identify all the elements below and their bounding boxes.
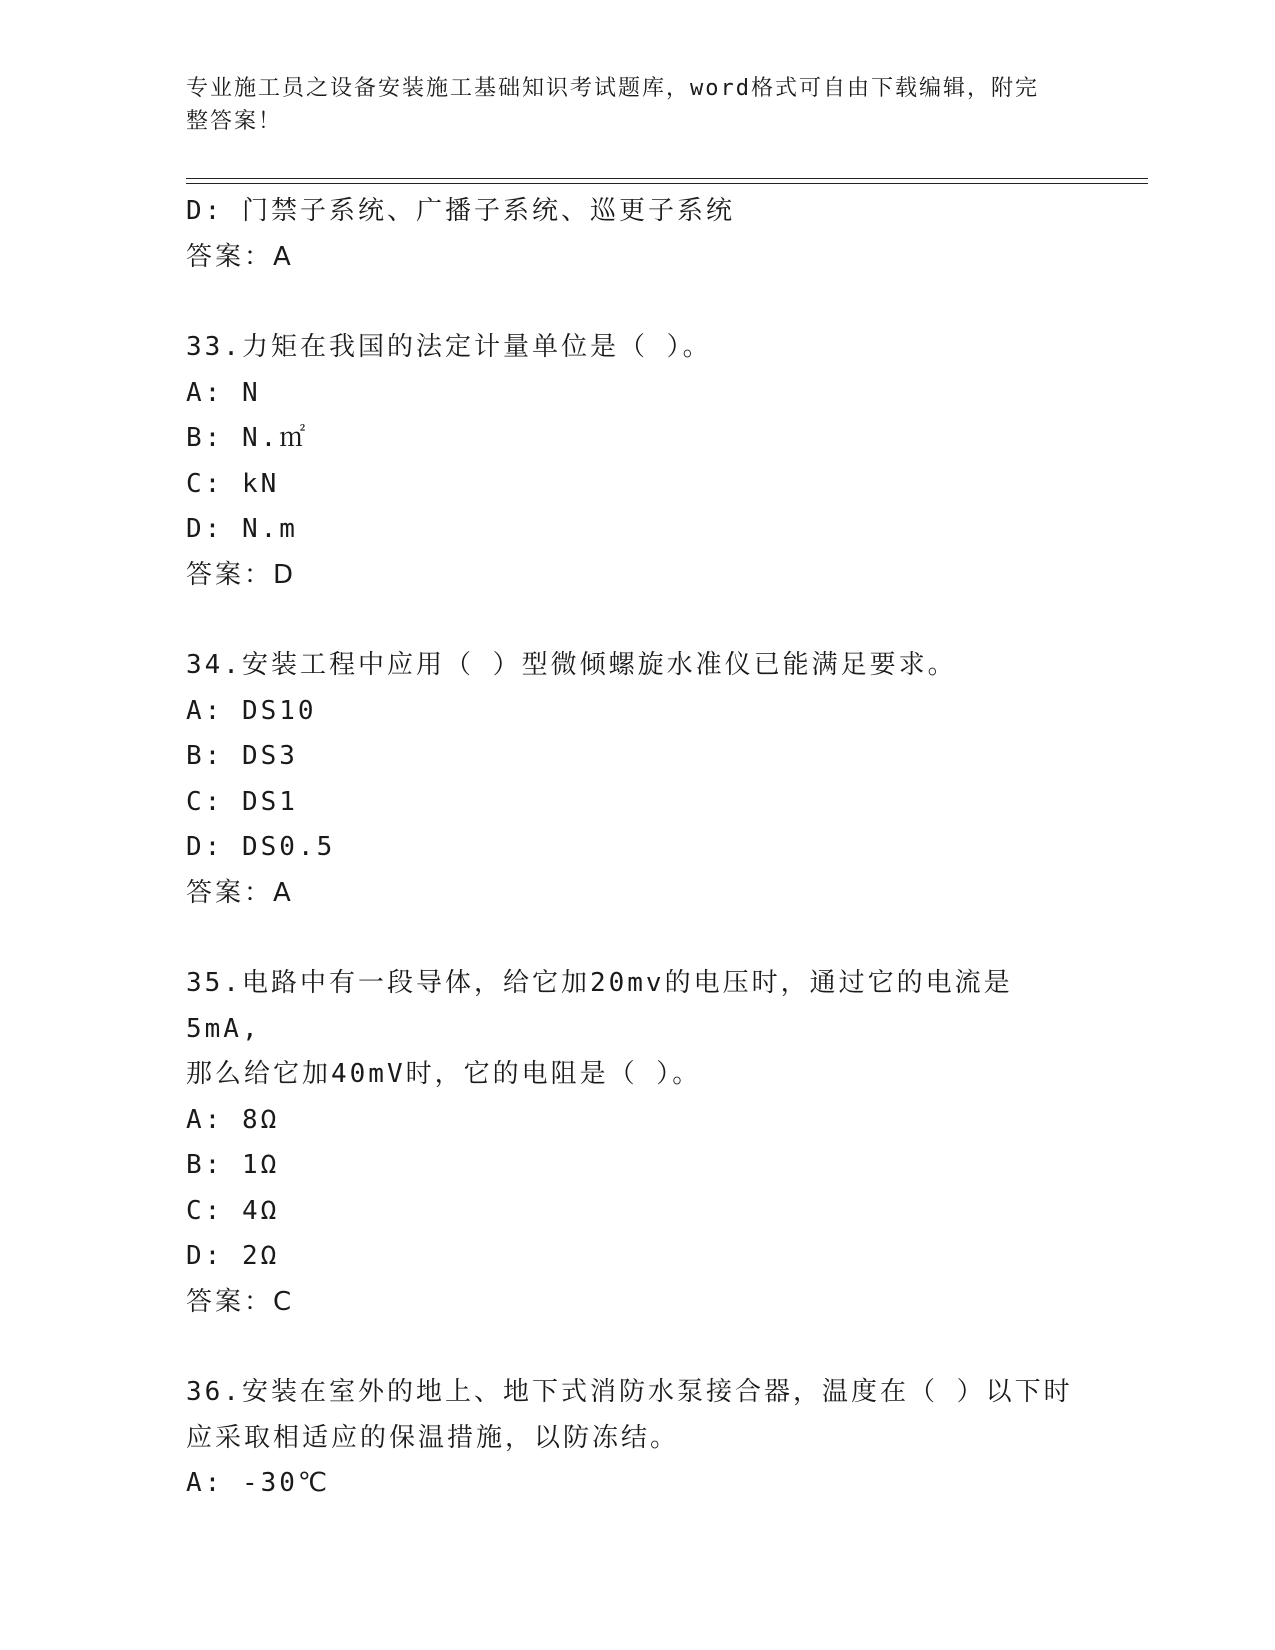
document-header bbox=[186, 72, 1066, 138]
question-stem-line-1: 35.电路中有一段导体，给它加20mv的电压时，通过它的电流是5mA, bbox=[186, 968, 1013, 1044]
question-33 bbox=[186, 325, 1086, 598]
option-d: D: 2Ω bbox=[186, 1241, 280, 1271]
document-body bbox=[186, 189, 1086, 1507]
option-c: C: DS1 bbox=[186, 786, 298, 817]
question-stem-line-2: 应采取相适应的保温措施，以防冻结。 bbox=[186, 1422, 680, 1453]
option-a: A: -30℃ bbox=[186, 1468, 331, 1498]
question-35 bbox=[186, 961, 1086, 1325]
header-line-1: 专业施工员之设备安装施工基础知识考试题库，word格式可自由下载编辑，附完 bbox=[186, 76, 1039, 101]
question-stem: 34.安装工程中应用（ ）型微倾螺旋水准仪已能满足要求。 bbox=[186, 650, 957, 680]
answer-line: 答案：D bbox=[186, 559, 297, 590]
header-divider-bottom bbox=[186, 183, 1148, 184]
question-stem-line-2: 那么给它加40mV时，它的电阻是（ ）。 bbox=[186, 1059, 702, 1089]
option-b: B: N.㎡ bbox=[186, 423, 309, 453]
answer-line: 答案：C bbox=[186, 1286, 295, 1317]
answer-line: 答案：A bbox=[186, 241, 294, 272]
option-b: B: DS3 bbox=[186, 741, 298, 771]
option-d: D: 门禁子系统、广播子系统、巡更子系统 bbox=[186, 196, 735, 226]
question-stem: 33.力矩在我国的法定计量单位是（ ）。 bbox=[186, 332, 712, 362]
option-a: A: 8Ω bbox=[186, 1104, 280, 1135]
option-d: D: DS0.5 bbox=[186, 832, 336, 862]
question-stem-line-1: 36.安装在室外的地上、地下式消防水泵接合器，温度在（ ）以下时 bbox=[186, 1377, 1073, 1407]
option-a: A: N bbox=[186, 377, 261, 408]
option-c: C: 4Ω bbox=[186, 1195, 280, 1226]
question-34 bbox=[186, 643, 1086, 916]
option-c: C: kN bbox=[186, 468, 280, 499]
option-d: D: N.m bbox=[186, 514, 298, 544]
header-line-2: 整答案！ bbox=[186, 109, 283, 134]
answer-line: 答案：A bbox=[186, 877, 294, 908]
option-b: B: 1Ω bbox=[186, 1150, 280, 1180]
header-divider-top bbox=[186, 178, 1148, 179]
question-36 bbox=[186, 1370, 1086, 1507]
option-a: A: DS10 bbox=[186, 695, 317, 726]
